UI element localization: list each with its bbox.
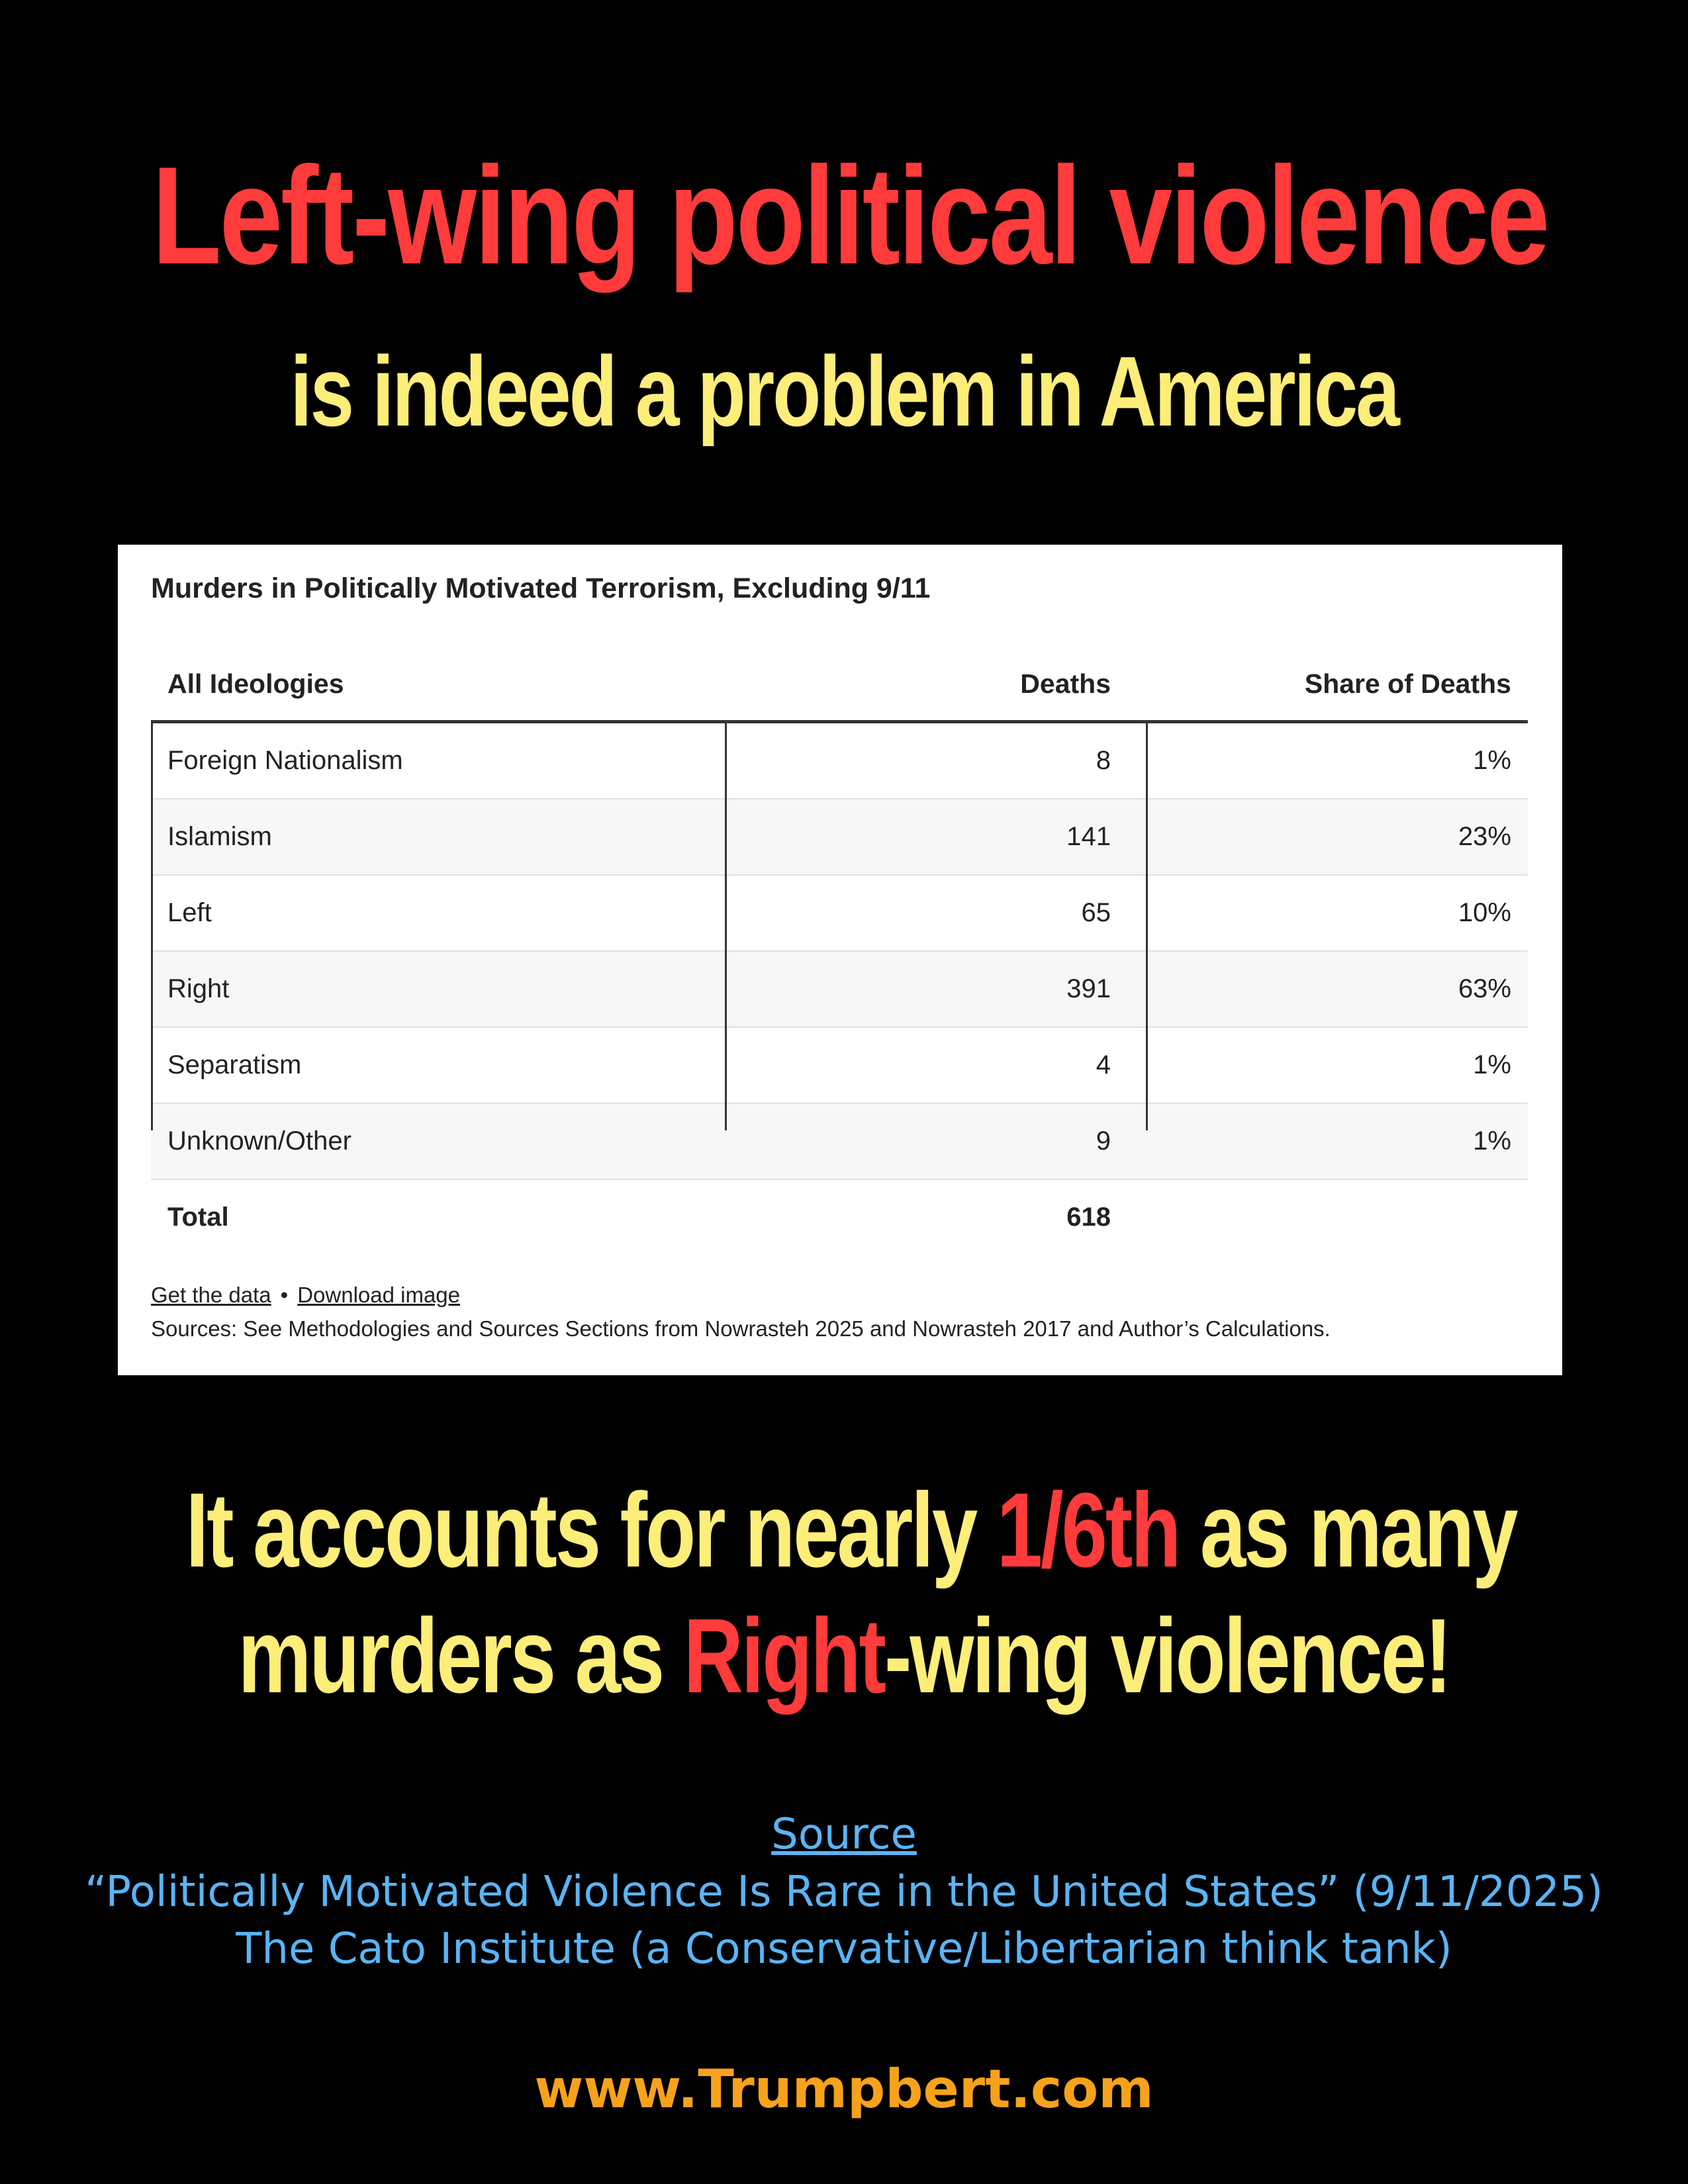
cell-ideology: Unknown/Other bbox=[167, 1126, 352, 1156]
table-body bbox=[151, 723, 1528, 1255]
cell-share: 10% bbox=[1458, 898, 1511, 927]
table-card bbox=[118, 545, 1562, 1375]
cell-share: 63% bbox=[1458, 974, 1511, 1003]
headline-line-2: is indeed a problem in America bbox=[290, 336, 1398, 447]
table-links bbox=[151, 1283, 460, 1308]
cell-ideology: Right bbox=[167, 974, 230, 1003]
table-divider bbox=[1146, 723, 1148, 1130]
link-separator: • bbox=[280, 1283, 289, 1307]
source-organization: The Cato Institute (a Conservative/Libertarian think tank) bbox=[236, 1925, 1452, 1974]
cell-ideology: Separatism bbox=[167, 1050, 302, 1079]
table-row bbox=[151, 1028, 1528, 1104]
claim-text: murders as bbox=[238, 1596, 684, 1715]
cell-share: 1% bbox=[1473, 746, 1511, 775]
cell-deaths: 8 bbox=[1096, 746, 1111, 775]
cell-total-deaths: 618 bbox=[1066, 1203, 1111, 1232]
cell-deaths: 65 bbox=[1081, 898, 1111, 927]
table-row bbox=[151, 799, 1528, 876]
table-row bbox=[151, 1104, 1528, 1180]
cell-deaths: 9 bbox=[1096, 1126, 1111, 1156]
source-link[interactable]: Source bbox=[771, 1810, 917, 1859]
table-header bbox=[151, 664, 1528, 723]
table-sources: Sources: See Methodologies and Sources Sections from Nowrasteh 2025 and Nowrasteh 2017 and Author’s Calculations. bbox=[151, 1316, 1331, 1341]
cell-ideology: Left bbox=[167, 898, 212, 927]
claim-highlight-fraction: 1/6th bbox=[996, 1471, 1180, 1589]
table-divider bbox=[725, 723, 727, 1130]
cell-ideology: Islamism bbox=[167, 822, 272, 851]
claim-line-2 bbox=[186, 1595, 1503, 1717]
table-divider bbox=[151, 723, 153, 1130]
get-data-link[interactable]: Get the data bbox=[151, 1283, 271, 1307]
table-row bbox=[151, 723, 1528, 799]
headline-line-1: Left-wing political violence bbox=[152, 138, 1548, 293]
cell-total-label: Total bbox=[167, 1203, 229, 1232]
cell-deaths: 391 bbox=[1066, 974, 1111, 1003]
cell-deaths: 141 bbox=[1066, 822, 1111, 851]
source-title: “Politically Motivated Violence Is Rare in the United States” (9/11/2025) bbox=[85, 1868, 1603, 1917]
column-header-share: Share of Deaths bbox=[1304, 668, 1511, 699]
column-header-ideology: All Ideologies bbox=[167, 668, 344, 699]
claim-text: as many bbox=[1179, 1471, 1517, 1589]
table-row bbox=[151, 952, 1528, 1028]
cell-deaths: 4 bbox=[1096, 1050, 1111, 1079]
claim-highlight-right: Right bbox=[683, 1596, 884, 1715]
table-row bbox=[151, 876, 1528, 952]
cell-share: 1% bbox=[1473, 1126, 1511, 1156]
claim-text: It accounts for nearly bbox=[185, 1471, 997, 1589]
cell-ideology: Foreign Nationalism bbox=[167, 746, 403, 775]
website-url[interactable]: www.Trumpbert.com bbox=[534, 2058, 1154, 2120]
cell-share: 1% bbox=[1473, 1050, 1511, 1079]
column-header-deaths: Deaths bbox=[1020, 668, 1111, 699]
claim-text: -wing violence! bbox=[884, 1596, 1450, 1715]
download-image-link[interactable]: Download image bbox=[297, 1283, 461, 1307]
table-title: Murders in Politically Motivated Terrorism, Excluding 9/11 bbox=[151, 572, 931, 604]
cell-share: 23% bbox=[1458, 822, 1511, 851]
table-total-row bbox=[151, 1180, 1528, 1255]
claim-line-1 bbox=[185, 1469, 1517, 1591]
